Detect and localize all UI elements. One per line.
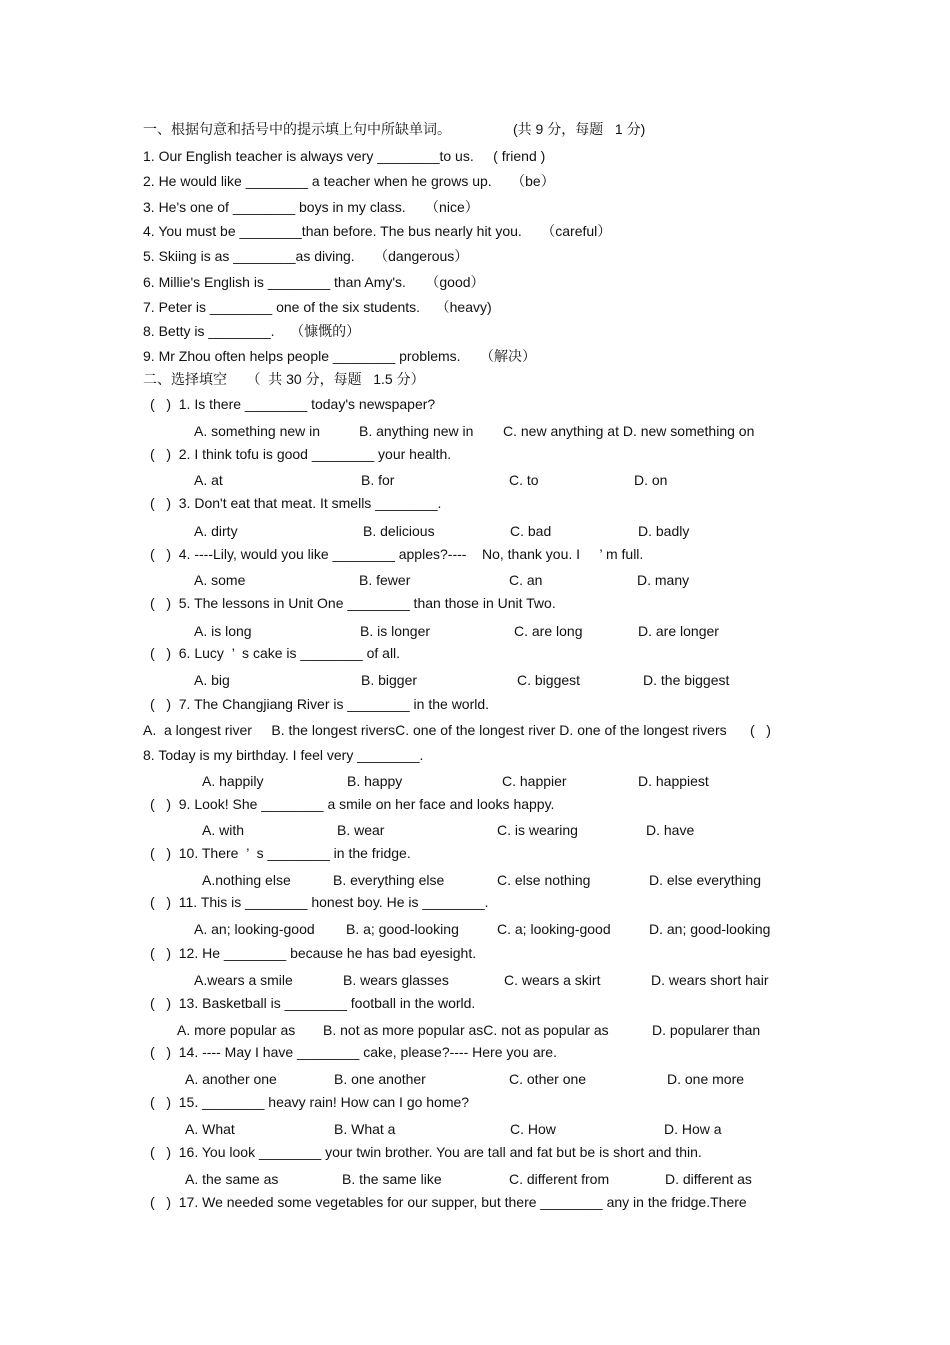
- q4-option-a: A. some: [194, 572, 246, 588]
- q13-option-a: A. more popular as: [177, 1022, 296, 1038]
- q8-option-c: C. happier: [502, 773, 567, 789]
- question-6: ( ) 6. Lucy ’ s cake is ________ of all.: [150, 645, 401, 661]
- question-3: ( ) 3. Don't eat that meat. It smells ________.: [150, 495, 442, 511]
- fill-item-2: 2. He would like ________ a teacher when he grows up. （be）: [143, 173, 555, 189]
- question-15: ( ) 15. ________ heavy rain! How can I go home?: [150, 1094, 470, 1110]
- q8-option-a: A. happily: [202, 773, 264, 789]
- q14-option-c: C. other one: [509, 1071, 587, 1087]
- q4-option-b: B. fewer: [359, 572, 411, 588]
- q14-option-b: B. one another: [334, 1071, 426, 1087]
- q2-option-b: B. for: [361, 472, 395, 488]
- q14-option-d: D. one more: [667, 1071, 745, 1087]
- q1-option-a: A. something new in: [194, 423, 321, 439]
- question-2: ( ) 2. I think tofu is good ________ your health.: [150, 446, 452, 462]
- q3-option-a: A. dirty: [194, 523, 238, 539]
- q10-option-d: D. else everything: [649, 872, 762, 888]
- question-5: ( ) 5. The lessons in Unit One ________ than those in Unit Two.: [150, 595, 556, 611]
- section1-score: (共 9 分，每题 1 分): [513, 121, 646, 137]
- q10-option-c: C. else nothing: [497, 872, 591, 888]
- q12-option-b: B. wears glasses: [343, 972, 449, 988]
- q16-option-c: C. different from: [509, 1171, 610, 1187]
- q12-option-d: D. wears short hair: [651, 972, 769, 988]
- q13-option-bc: B. not as more popular asC. not as popular as: [323, 1022, 609, 1038]
- q11-option-c: C. a; looking-good: [497, 921, 611, 937]
- fill-item-3: 3. He's one of ________ boys in my class. （nice）: [143, 199, 479, 215]
- question-17: ( ) 17. We needed some vegetables for our supper, but there ________ any in the fridge.There: [150, 1194, 747, 1210]
- q10-option-b: B. everything else: [333, 872, 445, 888]
- q3-option-d: D. badly: [638, 523, 690, 539]
- q11-option-a: A. an; looking-good: [194, 921, 315, 937]
- q16-option-a: A. the same as: [185, 1171, 279, 1187]
- q12-option-a: A.wears a smile: [194, 972, 293, 988]
- q9-option-b: B. wear: [337, 822, 385, 838]
- question-14: ( ) 14. ---- May I have ________ cake, please?---- Here you are.: [150, 1044, 557, 1060]
- q2-option-c: C. to: [509, 472, 539, 488]
- q13-option-d: D. popularer than: [652, 1022, 761, 1038]
- fill-item-7: 7. Peter is ________ one of the six students. （heavy): [143, 299, 492, 315]
- q6-option-b: B. bigger: [361, 672, 418, 688]
- q4-option-c: C. an: [509, 572, 543, 588]
- q14-option-a: A. another one: [185, 1071, 277, 1087]
- q4-option-d: D. many: [637, 572, 690, 588]
- q8-option-d: D. happiest: [638, 773, 709, 789]
- q16-option-b: B. the same like: [342, 1171, 442, 1187]
- q6-option-c: C. biggest: [517, 672, 581, 688]
- q8-option-b: B. happy: [347, 773, 403, 789]
- q7-options-line: A. a longest river B. the longest riversC. one of the longest river D. one of the longest rivers ( ): [143, 722, 771, 738]
- question-8: 8. Today is my birthday. I feel very ________.: [143, 747, 424, 763]
- question-7: ( ) 7. The Changjiang River is ________ in the world.: [150, 696, 490, 712]
- fill-item-9: 9. Mr Zhou often helps people ________ problems. （解决）: [143, 348, 536, 364]
- q9-option-c: C. is wearing: [497, 822, 578, 838]
- q10-option-a: A.nothing else: [202, 872, 291, 888]
- q9-option-a: A. with: [202, 822, 245, 838]
- q5-option-a: A. is long: [194, 623, 252, 639]
- fill-item-6: 6. Millie's English is ________ than Amy's. （good）: [143, 274, 485, 290]
- fill-item-4: 4. You must be ________than before. The bus nearly hit you. （careful）: [143, 223, 612, 239]
- question-4: ( ) 4. ----Lily, would you like ________ apples?---- No, thank you. I ’ m full.: [150, 546, 644, 562]
- q6-option-d: D. the biggest: [643, 672, 730, 688]
- q11-option-b: B. a; good-looking: [346, 921, 459, 937]
- q1-option-b: B. anything new in: [359, 423, 474, 439]
- q16-option-d: D. different as: [665, 1171, 752, 1187]
- question-1: ( ) 1. Is there ________ today's newspaper?: [150, 396, 436, 412]
- fill-item-8: 8. Betty is ________. （慷慨的）: [143, 323, 361, 339]
- q15-option-a: A. What: [185, 1121, 235, 1137]
- q15-option-d: D. How a: [664, 1121, 722, 1137]
- q15-option-c: C. How: [510, 1121, 556, 1137]
- q12-option-c: C. wears a skirt: [504, 972, 601, 988]
- section1-heading: 一、根据句意和括号中的提示填上句中所缺单词。: [143, 121, 451, 137]
- q6-option-a: A. big: [194, 672, 230, 688]
- question-9: ( ) 9. Look! She ________ a smile on her face and looks happy.: [150, 796, 555, 812]
- section2-heading: 二、选择填空 （ 共 30 分，每题 1.5 分）: [143, 371, 425, 387]
- question-12: ( ) 12. He ________ because he has bad eyesight.: [150, 945, 477, 961]
- q5-option-c: C. are long: [514, 623, 583, 639]
- q3-option-c: C. bad: [510, 523, 552, 539]
- fill-item-5: 5. Skiing is as ________as diving. （dangerous）: [143, 248, 469, 264]
- question-13: ( ) 13. Basketball is ________ football in the world.: [150, 995, 476, 1011]
- q9-option-d: D. have: [646, 822, 695, 838]
- fill-item-1: 1. Our English teacher is always very ________to us. ( friend ): [143, 148, 546, 164]
- question-16: ( ) 16. You look ________ your twin brother. You are tall and fat but be is short and thin.: [150, 1144, 702, 1160]
- question-11: ( ) 11. This is ________ honest boy. He is ________.: [150, 894, 489, 910]
- question-10: ( ) 10. There ’ s ________ in the fridge.: [150, 845, 411, 861]
- q2-option-a: A. at: [194, 472, 223, 488]
- q1-option-cd: C. new anything at D. new something on: [503, 423, 755, 439]
- q11-option-d: D. an; good-looking: [649, 921, 771, 937]
- q5-option-b: B. is longer: [360, 623, 431, 639]
- q3-option-b: B. delicious: [363, 523, 435, 539]
- q5-option-d: D. are longer: [638, 623, 719, 639]
- q15-option-b: B. What a: [334, 1121, 396, 1137]
- q2-option-d: D. on: [634, 472, 668, 488]
